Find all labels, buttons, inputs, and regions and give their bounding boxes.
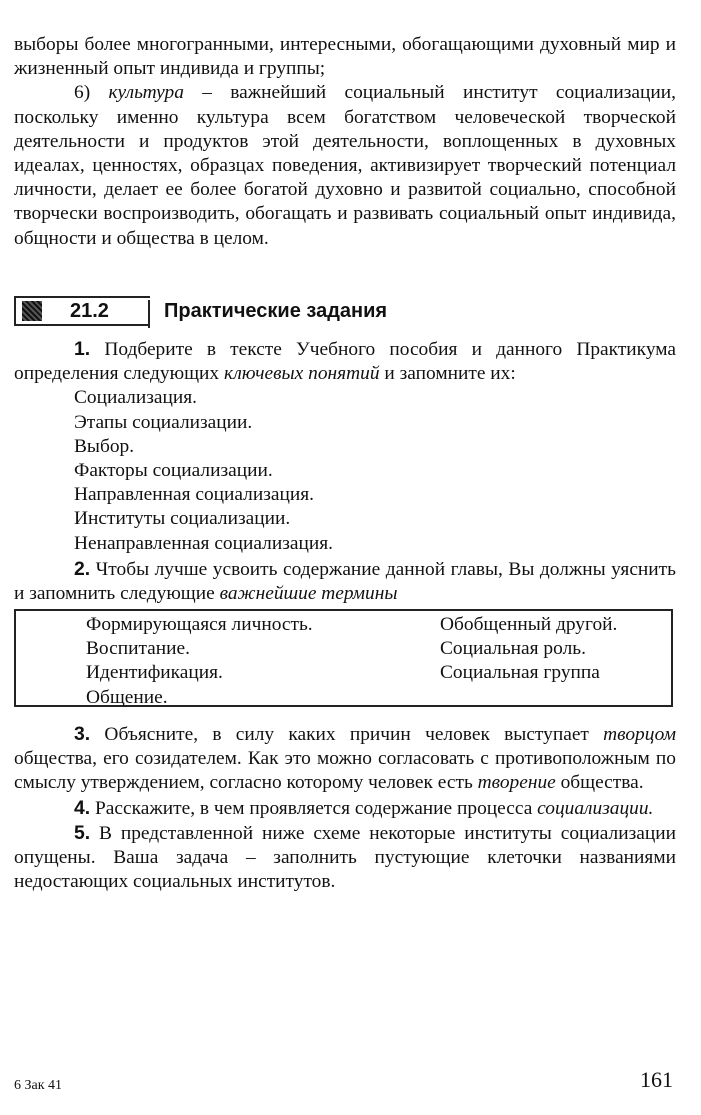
term-item: Формирующаяся личность. — [86, 614, 313, 635]
footer-signature: 6 Зак 41 — [14, 1078, 63, 1093]
list-item: Институты социализации. — [74, 508, 291, 530]
task-4-number: 4. — [74, 796, 91, 819]
term-item: Социальная роль. — [440, 638, 586, 660]
list-item: Факторы социализации. — [74, 459, 273, 481]
task-3-text-c: общества. — [555, 772, 644, 794]
intro-b-term: культура — [108, 82, 184, 104]
task-5-text — [14, 821, 676, 895]
task-3-text — [14, 722, 676, 796]
task-2 — [14, 557, 676, 606]
intro-b-prefix: 6) — [74, 82, 109, 104]
section-marker-icon — [22, 301, 42, 321]
page-number: 161 — [640, 1067, 673, 1092]
task-4-text-a: Расскажите, в чем проявляется содержание процесса — [90, 797, 538, 819]
section-number: 21.2 — [70, 300, 109, 322]
section-title: Практические задания — [164, 300, 388, 322]
task-1-number: 1. — [74, 338, 91, 360]
task-2-text — [14, 557, 676, 606]
task-2-text-a: Чтобы лучше усвоить содержание данной главы, Вы должны уяснить и запомнить следующие — [14, 559, 676, 605]
list-item: Выбор. — [74, 435, 135, 457]
term-item: Обобщенный другой. — [440, 614, 618, 635]
term-item: Социальная группа — [440, 662, 600, 684]
terms-column-left — [86, 613, 313, 710]
task-1-text — [14, 337, 676, 386]
section-box-divider — [148, 300, 150, 328]
task-1 — [14, 337, 676, 556]
task-4-emphasis: социализации. — [537, 797, 654, 819]
task-2-number: 2. — [74, 558, 91, 580]
task-3 — [14, 722, 676, 894]
terms-column-right — [440, 613, 617, 686]
task-1-emphasis: ключевых понятий — [223, 363, 380, 385]
intro-paragraph-b — [14, 81, 676, 250]
terms-box — [14, 609, 673, 707]
task-3-emphasis-a: творцом — [603, 724, 676, 745]
task-2-emphasis: важнейшие термины — [219, 583, 398, 605]
intro-text — [14, 33, 676, 251]
term-item: Идентификация. — [86, 662, 223, 684]
term-item: Общение. — [86, 686, 168, 708]
task-3-emphasis-b: творение — [477, 772, 556, 794]
list-item: Социализация. — [74, 387, 197, 409]
task-4-text — [14, 796, 676, 821]
task-5-number: 5. — [74, 821, 91, 844]
task-1-text-a: Подберите в тексте Учебного пособия и данного Практикума определения следующих — [14, 339, 676, 385]
list-item: Направленная социализация. — [74, 484, 315, 506]
list-item: Этапы социализации. — [74, 411, 253, 433]
intro-b-text: – важнейший социальный институт социализации, поскольку именно культура всем богатством человеческой творческой деятельности и продуктов этой деятельности, воплощенных в духовных идеалах, ценностях, образцах поведения, активизирует творческий потенциал личности, делает ее более богатой духовно и развитой социально, способной творчески воспроизводить, обогащать и развивать социальный опыт индивида, общности и общества в целом. — [14, 82, 676, 249]
intro-paragraph-a: выборы более многогранными, интересными, обогащающими духовный мир и жизненный опыт индивида и группы; — [14, 34, 676, 80]
key-concepts-list — [14, 386, 676, 555]
task-3-number: 3. — [74, 723, 91, 745]
task-3-text-b: общества, его созидателем. Как это можно согласовать с противоположным по смыслу утверждением, согласно которому человек есть — [14, 748, 676, 794]
list-item: Ненаправленная социализация. — [74, 532, 333, 554]
task-1-text-b: и запомните их: — [379, 363, 516, 385]
task-3-text-a: Объясните, в силу каких причин человек выступает — [90, 724, 604, 745]
term-item: Воспитание. — [86, 638, 190, 660]
section-heading — [14, 296, 514, 334]
task-5-text-a: В представленной ниже схеме некоторые институты социализации опущены. Ваша задача – заполнить пустующие клеточки названиями недостающих социальных институтов. — [14, 822, 676, 893]
